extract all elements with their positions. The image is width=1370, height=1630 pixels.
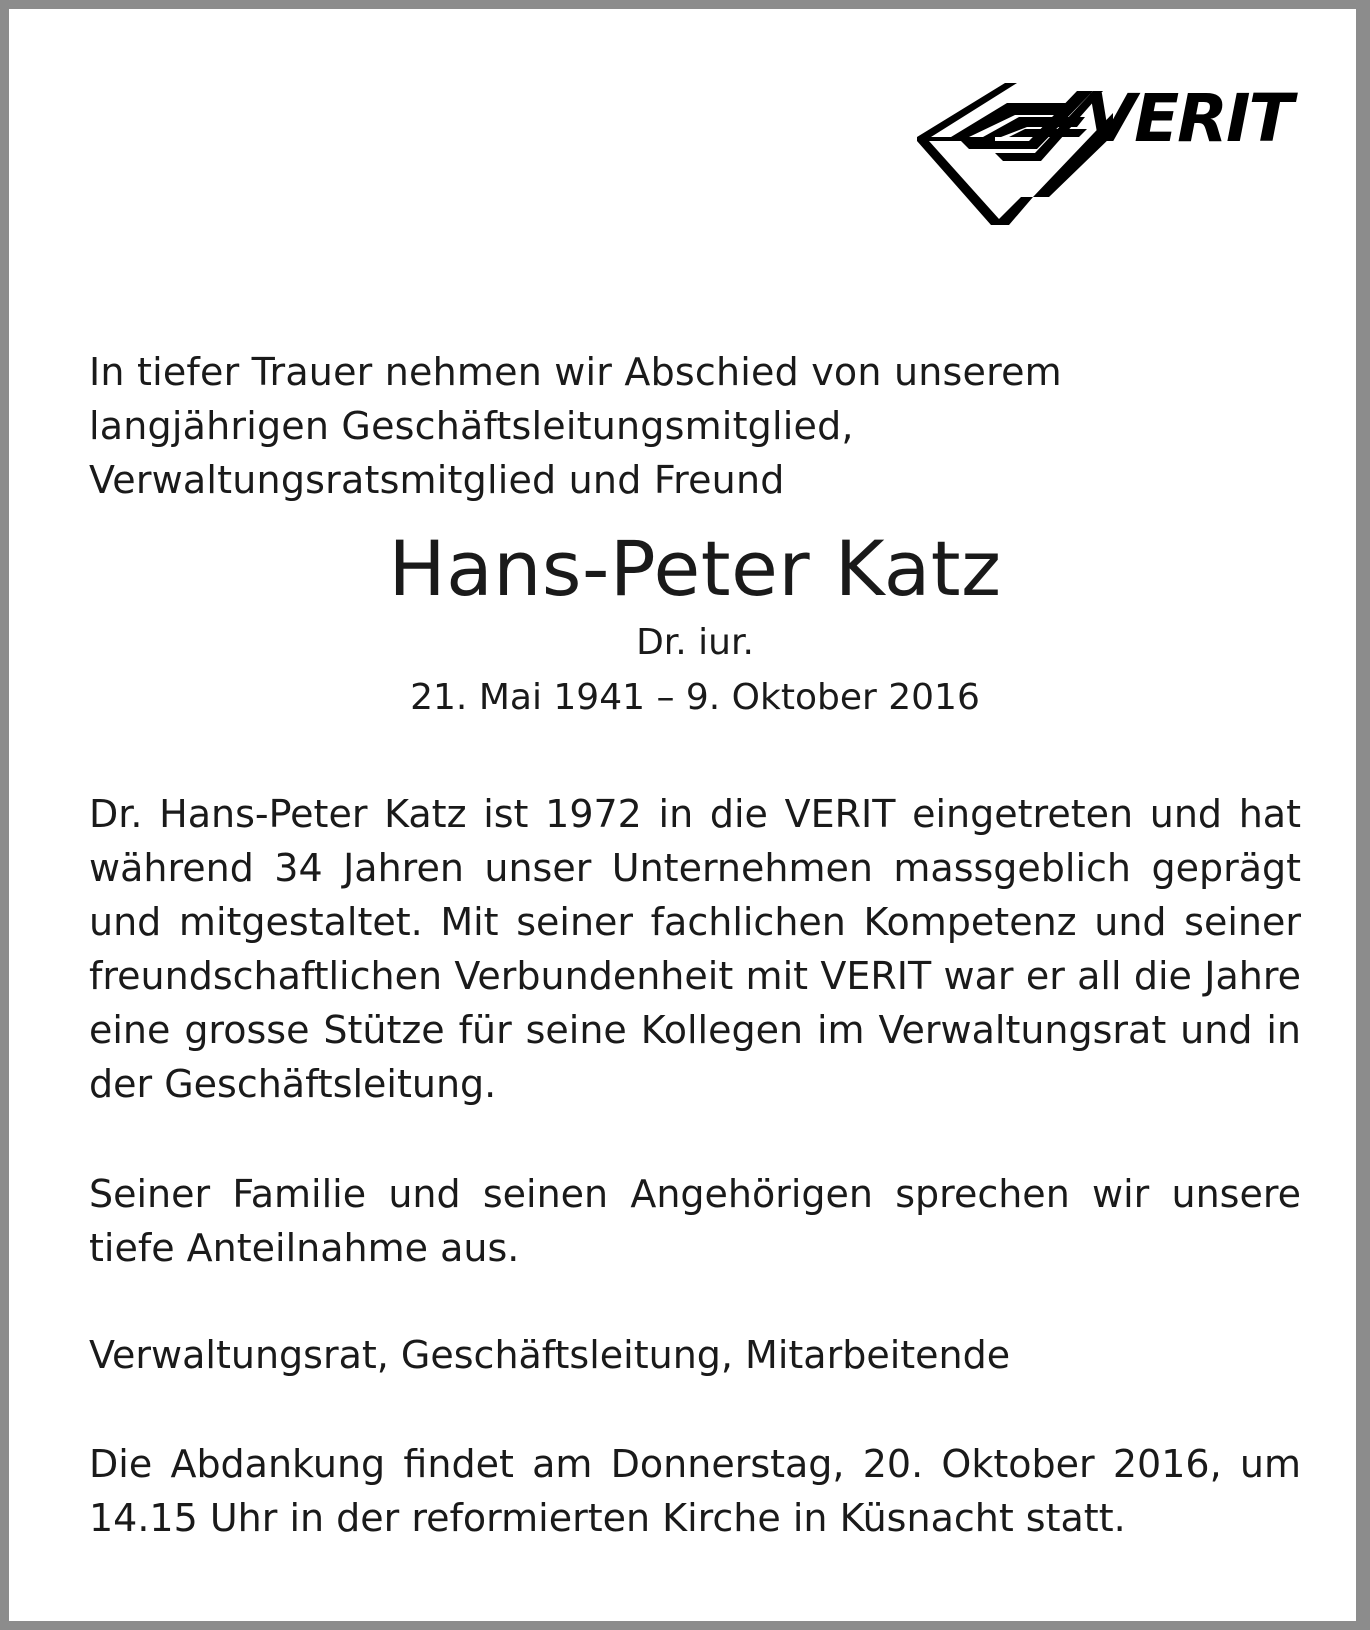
verit-logo-text: VERIT: [1085, 83, 1292, 157]
condolence-paragraph: Seiner Familie und seinen Angehörigen sprechen wir unsere tiefe Anteilnahme aus.: [89, 1172, 1301, 1270]
signatories-line: Verwaltungsrat, Geschäftsleitung, Mitarbeitende: [89, 1333, 1011, 1377]
funeral-paragraph: Die Abdankung findet am Donnerstag, 20. Oktober 2016, um 14.15 Uhr in der reformierten Kirche in Küsnacht statt.: [89, 1442, 1301, 1540]
deceased-name: Hans-Peter Katz: [388, 524, 1002, 613]
body-paragraph: Dr. Hans-Peter Katz ist 1972 in die VERIT eingetreten und hat während 34 Jahren unser Unternehmen massgeblich geprägt und mitgestaltet. Mit seiner fachlichen Kompetenz und seiner freundschaftlichen Verbundenheit mit VERIT war er all die Jahre eine grosse Stütze für seine Kollegen im Verwaltungsrat und in der Geschäftsleitung.: [89, 792, 1301, 1106]
academic-title: Dr. iur.: [636, 622, 754, 663]
verit-chevron-logo-icon: [917, 83, 1305, 225]
life-dates: 21. Mai 1941 – 9. Oktober 2016: [410, 677, 980, 718]
intro-text: In tiefer Trauer nehmen wir Abschied von unserem langjährigen Geschäftsleitungsmitglied, Verwaltungsratsmitglied und Freund: [89, 350, 1062, 502]
verit-logo: [917, 83, 1305, 225]
